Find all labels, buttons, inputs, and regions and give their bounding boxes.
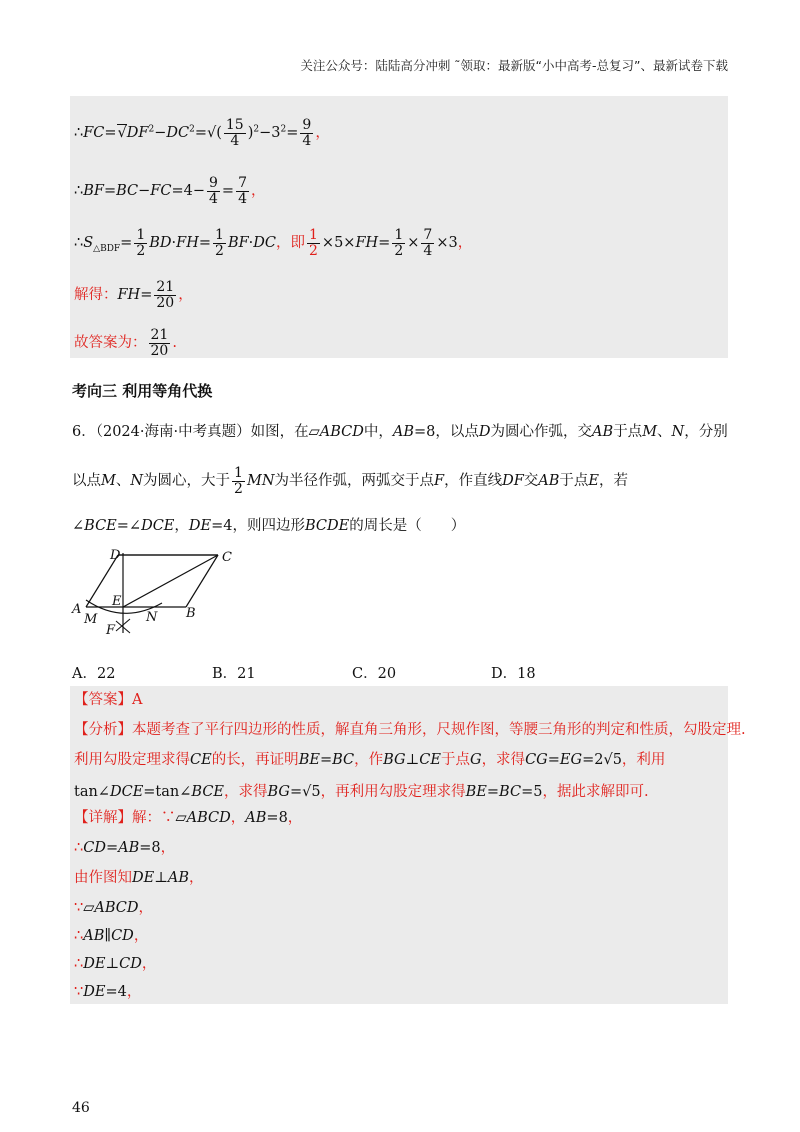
label-F: F <box>106 623 116 638</box>
detail-line-2: ∴CD=AB=8， <box>74 840 176 856</box>
question-line-1: 6．（2024·海南·中考真题）如图，在▱ABCD中，AB=8，以点D为圆心作弧，交AB于点M、N，分别 <box>72 424 728 440</box>
solution-line-answer: 故答案为： $\frac{21}{20}$ . <box>74 327 177 359</box>
question-line-2: 以点M、N为圆心，大于 $\frac{1}{2}$ MN为半径作弧，两弧交于点F，作直线DF交AB于点E，若 <box>72 465 628 497</box>
question-line-3: ∠BCE=∠DCE，DE=4，则四边形BCDE的周长是（ ） <box>72 518 466 534</box>
option-c: C．20 <box>352 666 397 682</box>
detail-line-6: ∴DE⊥CD， <box>74 956 157 972</box>
answer-block <box>70 686 746 1004</box>
solution-line-fh: 解得：FH= $\frac{21}{20}$ ， <box>74 279 193 311</box>
detail-line-7: ∵DE=4， <box>74 984 142 1000</box>
analysis-line-3: tan∠DCE=tan∠BCE，求得BG=√5，再利用勾股定理求得BE=BC=5，据此求解即可. <box>74 784 649 800</box>
detail-line-1: 【详解】解：∵▱ABCD，AB=8， <box>74 810 303 826</box>
label-A: A <box>72 602 82 617</box>
solution-line-bf: ∴BF=BC−FC=4− $\frac{9}{4}$ = $\frac{7}{4}$ ， <box>74 175 266 207</box>
label-N: N <box>146 610 158 625</box>
label-B: B <box>186 606 196 621</box>
detail-line-5: ∴AB∥CD， <box>74 928 149 944</box>
label-E: E <box>112 594 122 609</box>
label-M: M <box>84 612 98 627</box>
geometry-figure <box>70 545 250 640</box>
section-title: 考向三 利用等角代换 <box>72 382 213 400</box>
solution-line-fc: $\therefore FC=√DF^2-DC^2=√$( $\frac{15}{4}$ )$^2-3^2=$ $\frac{9}{4}$ ， <box>74 117 330 149</box>
previous-solution-block <box>70 96 728 358</box>
label-C: C <box>222 550 232 565</box>
option-a: A．22 <box>72 666 116 682</box>
analysis-line-2: 利用勾股定理求得CE的长，再证明BE=BC，作BG⊥CE于点G，求得CG=EG=2√5，利用 <box>74 752 666 768</box>
page-header: 关注公众号：陆陆高分冲刺 ˜领取：最新版“小中高考-总复习”、最新试卷下载 <box>300 58 728 73</box>
answer-tag: 【答案】A <box>74 692 143 708</box>
detail-line-3: 由作图知DE⊥AB， <box>74 870 204 886</box>
option-b: B．21 <box>212 666 256 682</box>
label-D: D <box>110 548 121 563</box>
solution-line-area: $\therefore S_{\triangle BDF}=$ $\frac{1}{2}$ BD·FH= $\frac{1}{2}$ BF·DC，即 $\frac{1}{2}$ ×5×FH= $\frac{1}{2}$ × $\frac{7}{4}$ ×3， <box>74 227 473 259</box>
detail-line-4: ∵▱ABCD， <box>74 900 154 916</box>
option-d: D．18 <box>491 666 536 682</box>
page-number: 46 <box>72 1100 90 1116</box>
analysis-line-1: 【分析】本题考查了平行四边形的性质，解直角三角形，尺规作图，等腰三角形的判定和性质，勾股定理. <box>74 722 746 738</box>
